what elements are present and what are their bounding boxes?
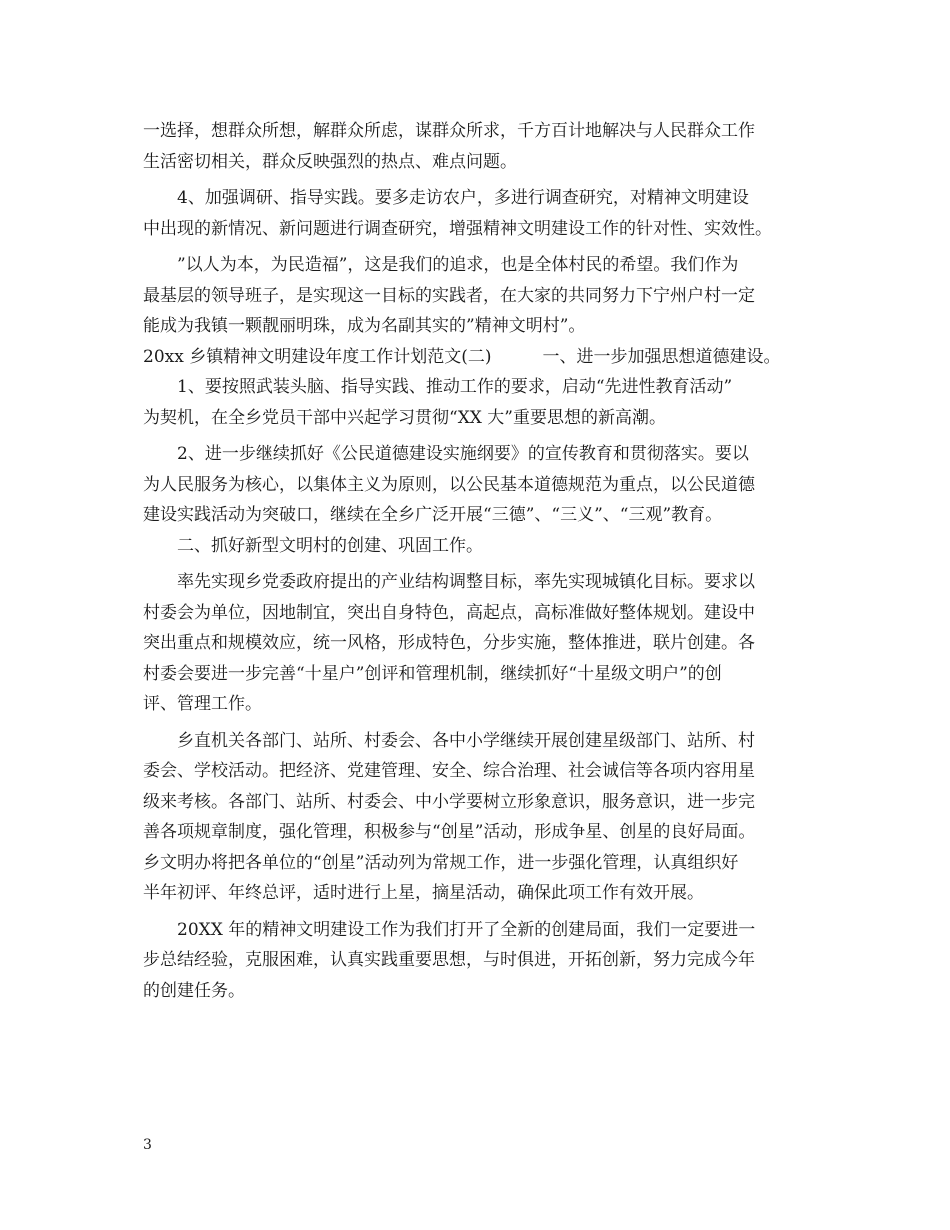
- document-body: [143, 116, 823, 1006]
- text-line: ”以人为本，为民造福”，这是我们的追求，也是全体村民的希望。我们作为: [143, 255, 739, 275]
- text-line: 村委会为单位，因地制宜，突出自身特色，高起点，高标准做好整体规划。建设中: [143, 602, 755, 623]
- text-line: 能成为我镇一颗靓丽明珠，成为名副其实的”精神文明村”。: [143, 316, 586, 336]
- text-line: 级来考核。各部门、站所、村委会、中小学要树立形象意识，服务意识，进一步完: [143, 791, 755, 812]
- text-line: 一选择，想群众所想，解群众所虑，谋群众所求，千方百计地解决与人民群众工作: [143, 121, 755, 141]
- text-line: 建设实践活动为突破口，继续在全乡广泛开展“三德”、“三义”、“三观”教育。: [143, 505, 723, 525]
- text-line: 评、管理工作。: [143, 694, 262, 714]
- text-line: 为契机，在全乡党员干部中兴起学习贯彻“XX 大”重要思想的新高潮。: [143, 407, 666, 428]
- text-line: 村委会要进一步完善“十星户”创评和管理机制，继续抓好“十星级文明户”的创: [143, 663, 722, 684]
- text-line: 乡文明办将把各单位的“创星”活动列为常规工作，进一步强化管理，认真组织好: [143, 852, 739, 873]
- text-line: 步总结经验，克服困难，认真实践重要思想，与时俱进，开拓创新，努力完成今年: [143, 950, 755, 970]
- text-line: 善各项规章制度，强化管理，积极参与“创星”活动，形成争星、创星的良好局面。: [143, 822, 756, 842]
- text-line: 最基层的领导班子，是实现这一目标的实践者，在大家的共同努力下宁州户村一定: [143, 285, 755, 306]
- text-line: 半年初评、年终总评，适时进行上星，摘星活动，确保此项工作有效开展。: [143, 883, 704, 903]
- text-line: 生活密切相关，群众反映强烈的热点、难点问题。: [143, 151, 517, 172]
- text-line: 2、进一步继续抓好《公民道德建设实施纲要》的宣传教育和贯彻落实。要以: [143, 444, 749, 464]
- page-number: 3: [143, 1137, 152, 1153]
- text-line: 为人民服务为核心，以集体主义为原则，以公民基本道德规范为重点，以公民道德: [143, 474, 755, 495]
- text-line: 二、抓好新型文明村的创建、巩固工作。: [143, 535, 483, 556]
- text-line: 率先实现乡党委政府提出的产业结构调整目标，率先实现城镇化目标。要求以: [143, 572, 755, 592]
- text-line: 突出重点和规模效应，统一风格，形成特色，分步实施，整体推进，联片创建。各: [143, 633, 755, 653]
- text-line: 委会、学校活动。把经济、党建管理、安全、综合治理、社会诚信等各项内容用星: [143, 761, 755, 781]
- text-line: 中出现的新情况、新问题进行调查研究，增强精神文明建设工作的针对性、实效性。: [143, 218, 772, 239]
- text-line: 的创建任务。: [143, 980, 245, 1001]
- text-line: 20XX 年的精神文明建设工作为我们打开了全新的创建局面，我们一定要进一: [143, 919, 756, 940]
- text-line: 20xx 乡镇精神文明建设年度工作计划范文(二) 一、进一步加强思想道德建设。: [143, 346, 781, 367]
- text-line: 4、加强调研、指导实践。要多走访农户，多进行调查研究，对精神文明建设: [143, 188, 749, 208]
- text-line: 乡直机关各部门、站所、村委会、各中小学继续开展创建星级部门、站所、村: [143, 730, 755, 751]
- text-line: 1、要按照武装头脑、指导实践、推动工作的要求，启动“先进性教育活动”: [143, 377, 733, 397]
